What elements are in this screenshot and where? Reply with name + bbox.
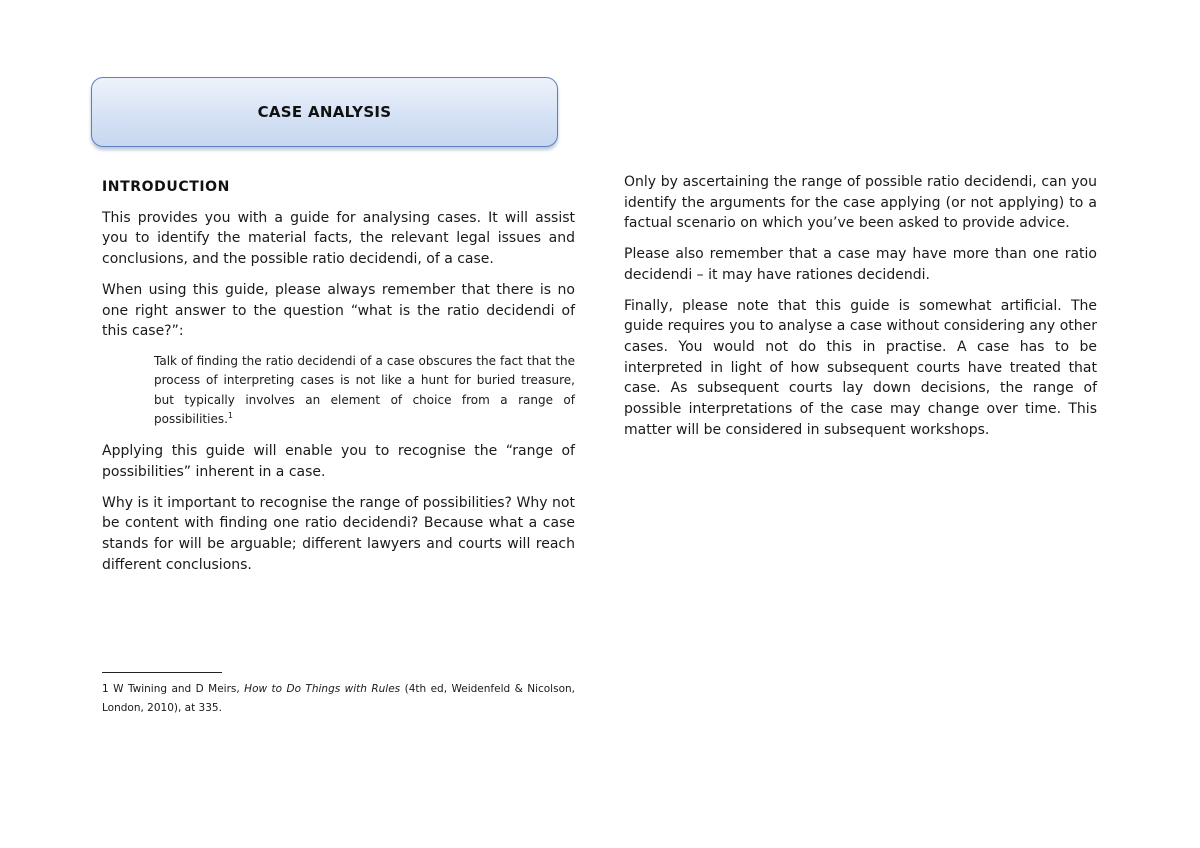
title-box [91,77,558,147]
intro-paragraph-3: Applying this guide will enable you to recognise the “range of possibilities” inherent in a case. [102,443,575,480]
footnote-number: 1 [102,683,109,695]
footnote-reference[interactable]: 1 [227,410,233,420]
footnote [102,680,575,718]
right-paragraph-3: Finally, please note that this guide is somewhat artificial. The guide requires you to analyse a case without considering any other cases. You would not do this in practise. A case has to be interpreted in light of how subsequent courts have treated that case. As subsequent courts lay down decisions, the range of possible interpretations of the case may change over time. This matter will be considered in subsequent workshops. [624,297,1097,438]
right-paragraph-1: Only by ascertaining the range of possible ratio decidendi, can you identify the arguments for the case applying (or not applying) to a factual scenario on which you’ve been asked to provide advice. [624,174,1097,232]
footnote-authors: W Twining and D Meirs, [113,683,240,695]
intro-paragraph-2: When using this guide, please always remember that there is no one right answer to the question “what is the ratio decidendi of this case?”: [102,281,575,340]
footnote-book-title: How to Do Things with Rules [244,683,401,695]
footnote-divider [102,672,222,673]
intro-paragraph-4: Why is it important to recognise the range of possibilities? Why not be content with finding one ratio decidendi? Because what a case stands for will be arguable; different lawyers and courts will reach different conclusions. [102,494,575,573]
footnote-details: (4th ed, Weidenfeld & Nicolson, London, 2010), at 335. [102,683,575,714]
right-column [624,172,1097,450]
introduction-heading: INTRODUCTION [102,179,230,195]
right-paragraph-2: Please also remember that a case may have more than one ratio decidendi – it may have rationes decidendi. [624,246,1097,283]
block-quote-text: Talk of finding the ratio decidendi of a case obscures the fact that the process of interpreting cases is not like a hunt for buried treasure, but typically involves an element of choice from a range of possibilities. [154,353,575,426]
document-title: CASE ANALYSIS [257,103,392,121]
intro-paragraph-1: This provides you with a guide for analysing cases. It will assist you to identify the material facts, the relevant legal issues and conclusions, and the possible ratio decidendi, of a case. [102,209,575,268]
block-quote [154,352,575,429]
left-column [102,177,575,585]
